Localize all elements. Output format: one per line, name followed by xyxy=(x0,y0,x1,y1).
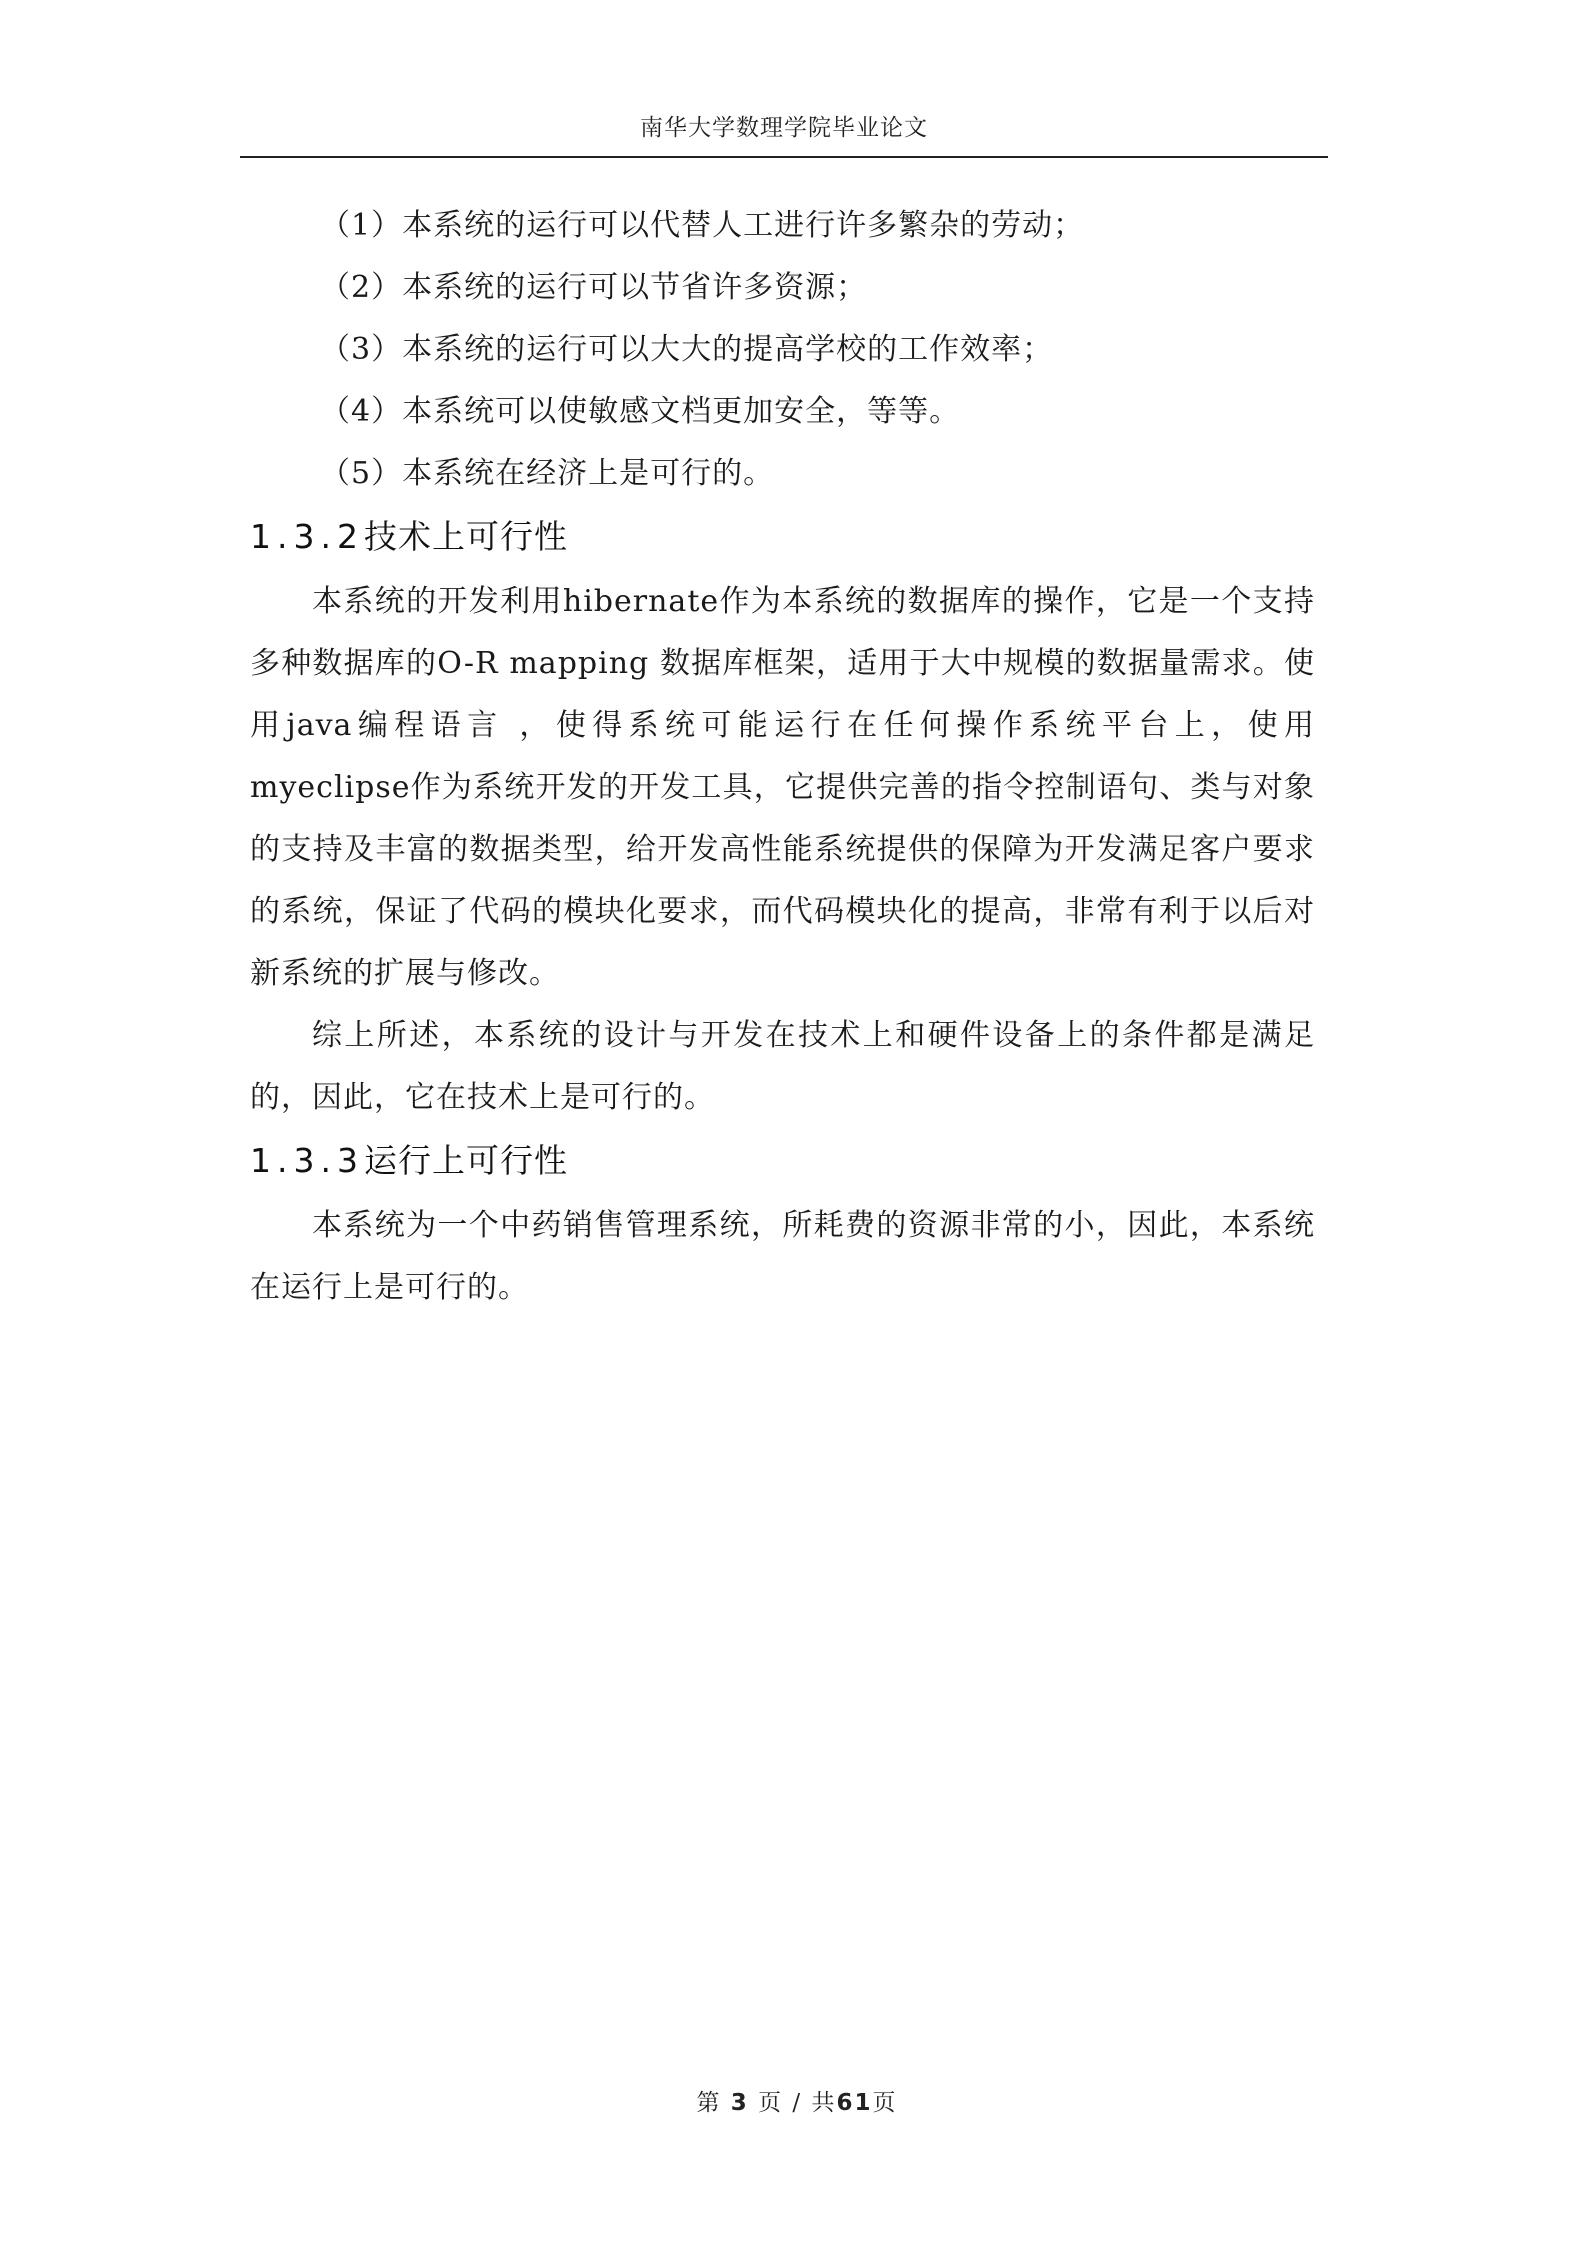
footer-middle: 页 / 共 xyxy=(758,2090,837,2116)
header-title: 南华大学数理学院毕业论文 xyxy=(640,115,928,141)
section-number: 1.3.2 xyxy=(250,517,364,556)
list-item: （1）本系统的运行可以代替人工进行许多繁杂的劳动； xyxy=(320,208,1085,243)
section-title: 技术上可行性 xyxy=(363,517,568,556)
paragraph: 综上所述，本系统的设计与开发在技术上和硬件设备上的条件都是满足的，因此，它在技术上是可行的。 xyxy=(250,1018,1315,1115)
page-header xyxy=(240,110,1328,158)
list-item: （5）本系统在经济上是可行的。 xyxy=(320,456,775,491)
list-item: （2）本系统的运行可以节省许多资源； xyxy=(320,270,868,305)
current-page-number: 3 xyxy=(730,2090,749,2116)
total-page-number: 61 xyxy=(836,2090,873,2116)
footer-suffix: 页 xyxy=(872,2090,898,2116)
list-item: （3）本系统的运行可以大大的提高学校的工作效率； xyxy=(320,332,1054,367)
page-footer xyxy=(0,2088,1594,2118)
footer-prefix: 第 xyxy=(696,2090,722,2116)
feasibility-list xyxy=(250,195,1315,505)
paragraph: 本系统为一个中药销售管理系统，所耗费的资源非常的小，因此，本系统在运行上是可行的。 xyxy=(250,1208,1315,1305)
section-number: 1.3.3 xyxy=(250,1141,364,1180)
section-heading-1-3-3 xyxy=(250,1139,1315,1183)
section-title: 运行上可行性 xyxy=(363,1141,568,1180)
paragraph: 本系统的开发利用hibernate作为本系统的数据库的操作，它是一个支持多种数据库的O-R mapping 数据库框架，适用于大中规模的数据量需求。使用java编程语言 ，使得系统可能运行在任何操作系统平台上，使用myeclipse作为系统开发的开发工具，它提供完善的指令控制语句、类与对象的支持及丰富的数据类型，给开发高性能系统提供的保障为开发满足客户要求的系统，保证了代码的模块化要求，而代码模块化的提高，非常有利于以后对新系统的扩展与修改。 xyxy=(250,584,1315,991)
page-content xyxy=(250,195,1315,1319)
list-item: （4）本系统可以使敏感文档更加安全，等等。 xyxy=(320,394,961,429)
section-heading-1-3-2 xyxy=(250,515,1315,559)
